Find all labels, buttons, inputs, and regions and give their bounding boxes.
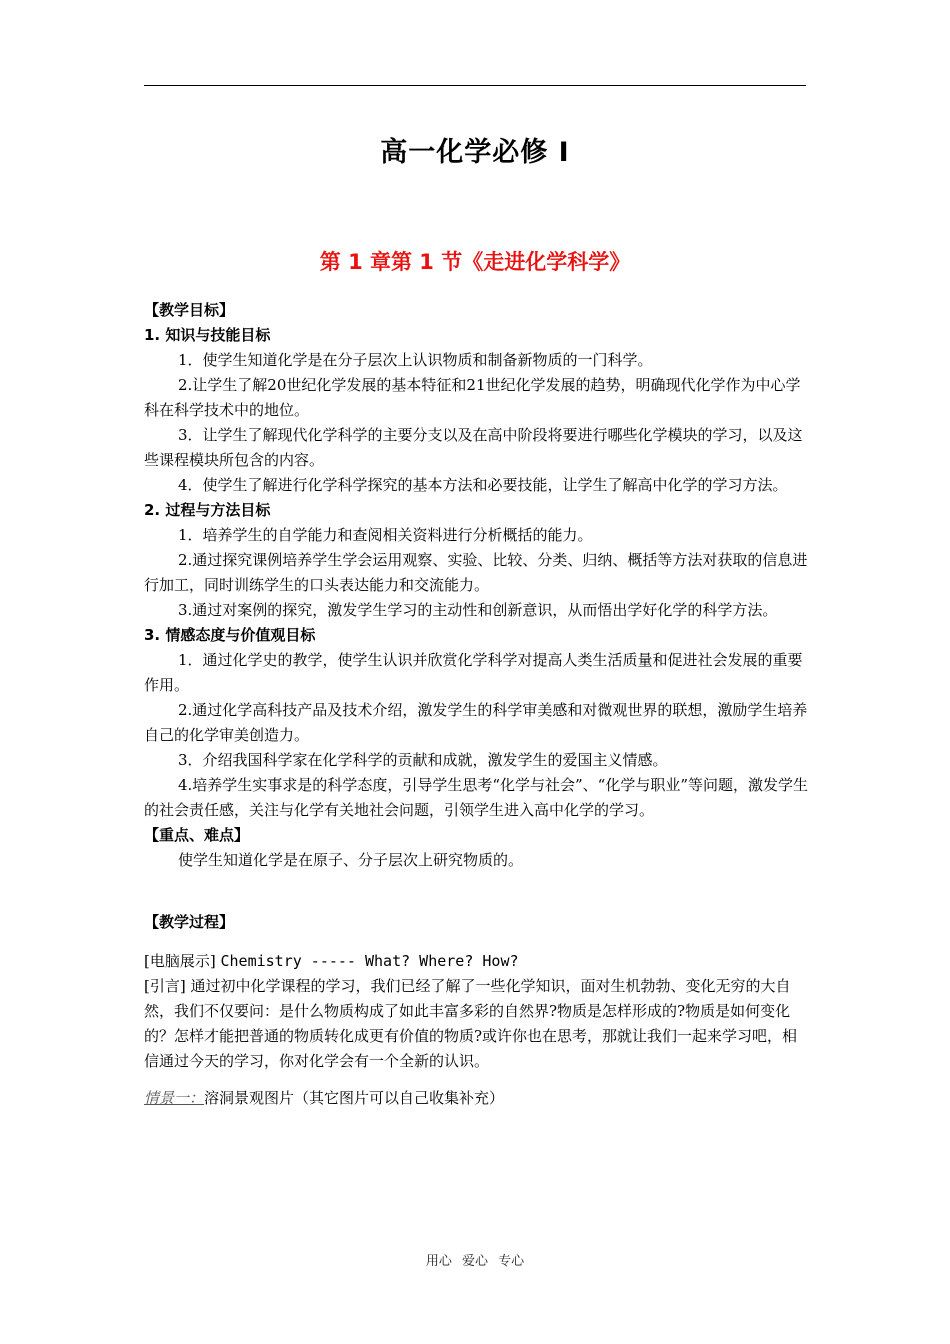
chapter-subtitle: 第 1 章第 1 节《走进化学科学》	[319, 250, 631, 274]
goal-item: 2.让学生了解20世纪化学发展的基本特征和21世纪化学发展的趋势，明确现代化学作为中心学科在科学技术中的地位。	[144, 376, 801, 419]
goal-item: 3．介绍我国科学家在化学科学的贡献和成就，激发学生的爱国主义情感。	[178, 751, 668, 769]
section-heading-process: 【教学过程】	[144, 913, 235, 931]
goal-heading-knowledge: 1. 知识与技能目标	[144, 326, 271, 344]
intro-paragraph	[144, 974, 808, 1074]
goal-heading-process: 2. 过程与方法目标	[144, 501, 271, 519]
goal-item: 2.通过化学高科技产品及技术介绍，激发学生的科学审美感和对微观世界的联想，激励学生培养自己的化学审美创造力。	[144, 701, 808, 744]
goal-item: 1．培养学生的自学能力和查阅相关资料进行分析概括的能力。	[178, 526, 593, 544]
section-heading-goals: 【教学目标】	[144, 301, 235, 319]
key-points-text: 使学生知道化学是在原子、分子层次上研究物质的。	[178, 851, 524, 869]
document-body	[144, 298, 808, 1111]
goal-item: 4.培养学生实事求是的科学态度，引导学生思考“化学与社会”、“化学与职业”等问题，激发学生的社会责任感，关注与化学有关地社会问题，引领学生进入高中化学的学习。	[144, 776, 808, 819]
document-title: 高一化学必修 I	[380, 137, 570, 168]
scene-line	[144, 1086, 808, 1111]
goal-item: 4．使学生了解进行化学科学探究的基本方法和必要技能，让学生了解高中化学的学习方法。	[178, 476, 788, 494]
display-label: [电脑展示]	[144, 952, 216, 970]
intro-label: [引言]	[144, 977, 186, 995]
computer-display-line	[144, 949, 808, 974]
goal-item: 1．使学生知道化学是在分子层次上认识物质和制备新物质的一门科学。	[178, 351, 653, 369]
display-text: Chemistry ----- What? Where? How?	[220, 952, 519, 970]
header-rule	[144, 85, 806, 86]
goal-item: 2.通过探究课例培养学生学会运用观察、实验、比较、分类、归纳、概括等方法对获取的信息进行加工，同时训练学生的口头表达能力和交流能力。	[144, 551, 808, 594]
page-footer: 用心 爱心 专心	[425, 1254, 525, 1269]
goal-item: 3.通过对案例的探究，激发学生学习的主动性和创新意识，从而悟出学好化学的科学方法。	[178, 601, 778, 619]
section-heading-key-points: 【重点、难点】	[144, 826, 250, 844]
goal-heading-values: 3. 情感态度与价值观目标	[144, 626, 316, 644]
scene-label: 情景一：	[144, 1089, 205, 1107]
intro-text: 通过初中化学课程的学习，我们已经了解了一些化学知识，面对生机勃勃、变化无穷的大自然，我们不仅要问：是什么物质构成了如此丰富多彩的自然界?物质是怎样形成的?物质是如何变化的？怎样才能把普通的物质转化成更有价值的物质?或许你也在思考，那就让我们一起来学习吧，相信通过今天的学习，你对化学会有一个全新的认识。	[144, 977, 798, 1070]
goal-item: 3．让学生了解现代化学科学的主要分支以及在高中阶段将要进行哪些化学模块的学习，以及这些课程模块所包含的内容。	[144, 426, 803, 469]
scene-text: 溶洞景观图片（其它图片可以自己收集补充）	[204, 1089, 505, 1107]
goal-item: 1．通过化学史的教学，使学生认识并欣赏化学科学对提高人类生活质量和促进社会发展的重要作用。	[144, 651, 803, 694]
